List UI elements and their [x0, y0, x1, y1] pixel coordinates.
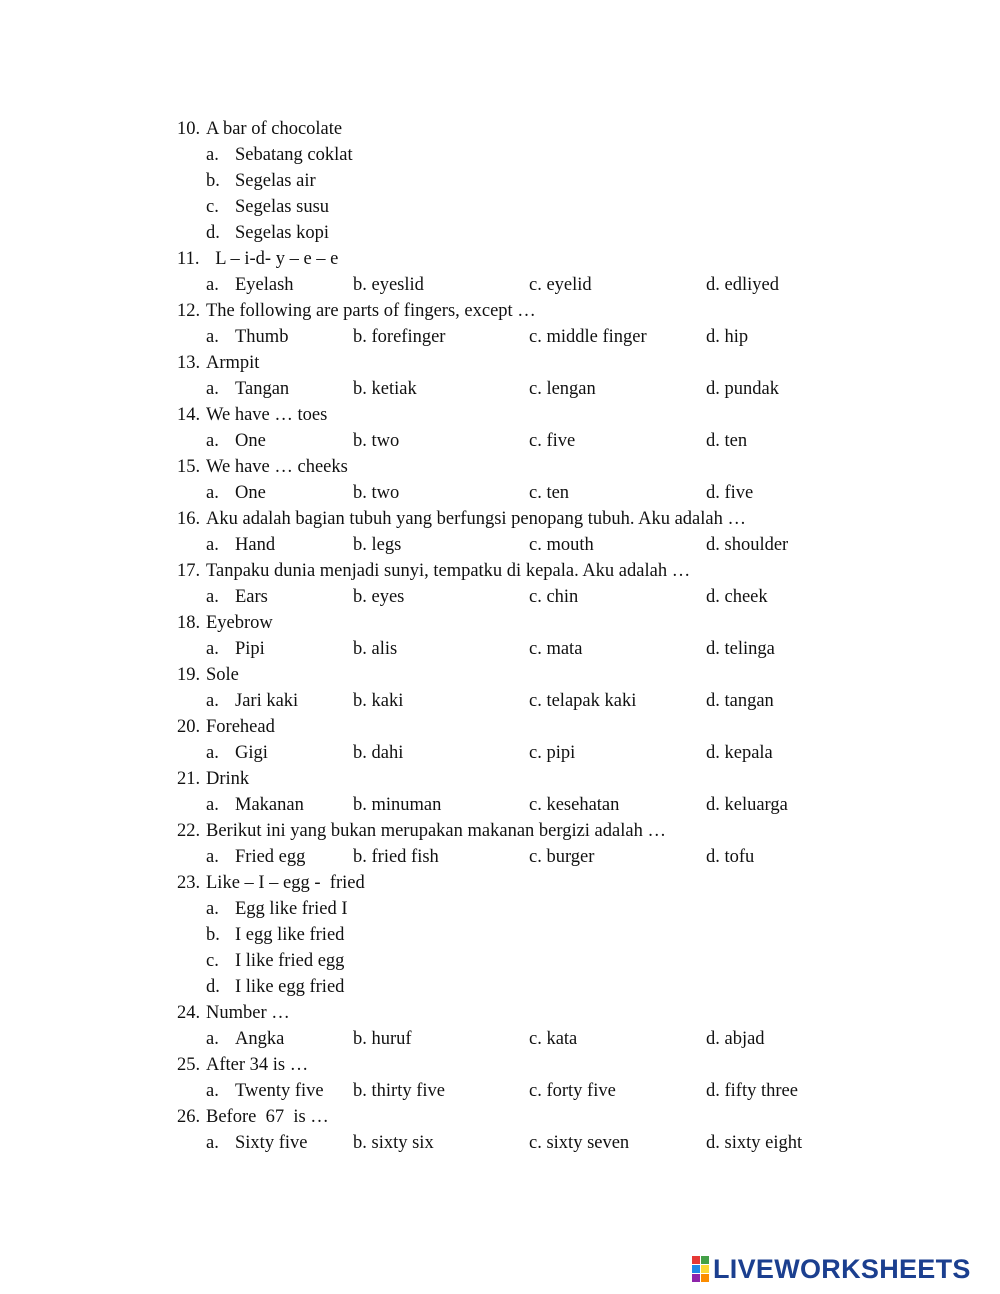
question-13: [0, 350, 1000, 376]
option-letter: a.: [206, 535, 219, 555]
option-a: One: [235, 431, 266, 451]
question-11: [0, 246, 1000, 272]
option-letter: a.: [206, 379, 219, 399]
question-number: 11.: [177, 249, 200, 269]
question-23: [0, 870, 1000, 896]
option-d: d. tofu: [706, 847, 755, 867]
option-d: d. kepala: [706, 743, 773, 763]
option-b: b. ketiak: [353, 379, 417, 399]
question-number: 21.: [177, 769, 201, 789]
option-text: Egg like fried I: [235, 899, 348, 919]
options-row: [0, 1078, 1000, 1104]
option-row: [0, 974, 1000, 1000]
option-text: I like egg fried: [235, 977, 345, 997]
option-b: b. fried fish: [353, 847, 439, 867]
logo-square: [701, 1256, 709, 1264]
question-text: Eyebrow: [206, 613, 273, 633]
option-a: Fried egg: [235, 847, 306, 867]
logo-square: [692, 1265, 700, 1273]
options-row: [0, 688, 1000, 714]
logo-square: [701, 1274, 709, 1282]
option-letter: a.: [206, 639, 219, 659]
option-letter: d.: [206, 223, 220, 243]
question-number: 19.: [177, 665, 201, 685]
option-b: b. thirty five: [353, 1081, 445, 1101]
option-c: c. chin: [529, 587, 579, 607]
question-number: 12.: [177, 301, 201, 321]
question-text: Tanpaku dunia menjadi sunyi, tempatku di kepala. Aku adalah …: [206, 561, 691, 581]
question-22: [0, 818, 1000, 844]
option-letter: a.: [206, 327, 219, 347]
question-text: Like – I – egg - fried: [206, 873, 365, 893]
option-b: b. sixty six: [353, 1133, 434, 1153]
question-number: 18.: [177, 613, 201, 633]
question-number: 20.: [177, 717, 201, 737]
question-text: Berikut ini yang bukan merupakan makanan bergizi adalah …: [206, 821, 666, 841]
option-text: Sebatang coklat: [235, 145, 353, 165]
option-text: I egg like fried: [235, 925, 345, 945]
option-b: b. two: [353, 483, 400, 503]
option-letter: a.: [206, 587, 219, 607]
option-a: Sixty five: [235, 1133, 308, 1153]
option-c: c. middle finger: [529, 327, 647, 347]
question-17: [0, 558, 1000, 584]
option-row: [0, 142, 1000, 168]
question-number: 14.: [177, 405, 201, 425]
option-a: Makanan: [235, 795, 304, 815]
question-number: 17.: [177, 561, 201, 581]
option-b: b. kaki: [353, 691, 404, 711]
option-d: d. hip: [706, 327, 749, 347]
option-b: b. huruf: [353, 1029, 412, 1049]
options-row: [0, 636, 1000, 662]
question-number: 10.: [177, 119, 201, 139]
question-text: We have … toes: [206, 405, 328, 425]
option-c: c. sixty seven: [529, 1133, 630, 1153]
option-row: [0, 168, 1000, 194]
question-number: 26.: [177, 1107, 201, 1127]
option-row: [0, 922, 1000, 948]
option-d: d. pundak: [706, 379, 779, 399]
option-c: c. eyelid: [529, 275, 592, 295]
question-text: Before 67 is …: [206, 1107, 329, 1127]
option-letter: a.: [206, 899, 219, 919]
question-14: [0, 402, 1000, 428]
option-b: b. legs: [353, 535, 402, 555]
option-letter: d.: [206, 977, 220, 997]
question-text: Drink: [206, 769, 250, 789]
option-letter: a.: [206, 691, 219, 711]
option-d: d. edliyed: [706, 275, 779, 295]
logo-square: [701, 1265, 709, 1273]
option-d: d. shoulder: [706, 535, 789, 555]
option-a: Angka: [235, 1029, 285, 1049]
option-text: Segelas susu: [235, 197, 330, 217]
option-row: [0, 948, 1000, 974]
question-text: The following are parts of fingers, except …: [206, 301, 536, 321]
question-18: [0, 610, 1000, 636]
question-26: [0, 1104, 1000, 1130]
option-a: Twenty five: [235, 1081, 324, 1101]
option-d: d. tangan: [706, 691, 774, 711]
option-letter: a.: [206, 743, 219, 763]
options-row: [0, 740, 1000, 766]
option-d: d. cheek: [706, 587, 768, 607]
option-a: Jari kaki: [235, 691, 299, 711]
option-d: d. abjad: [706, 1029, 765, 1049]
option-a: Eyelash: [235, 275, 294, 295]
option-letter: c.: [206, 197, 219, 217]
question-24: [0, 1000, 1000, 1026]
option-b: b. eyeslid: [353, 275, 424, 295]
options-row: [0, 428, 1000, 454]
question-text: Sole: [206, 665, 239, 685]
option-c: c. mouth: [529, 535, 594, 555]
question-12: [0, 298, 1000, 324]
option-c: c. telapak kaki: [529, 691, 637, 711]
question-number: 24.: [177, 1003, 201, 1023]
options-row: [0, 1026, 1000, 1052]
question-text: Number …: [206, 1003, 290, 1023]
option-letter: a.: [206, 275, 219, 295]
option-c: c. five: [529, 431, 576, 451]
options-row: [0, 532, 1000, 558]
options-row: [0, 272, 1000, 298]
options-row: [0, 844, 1000, 870]
option-a: Gigi: [235, 743, 268, 763]
question-number: 25.: [177, 1055, 201, 1075]
question-25: [0, 1052, 1000, 1078]
options-row: [0, 792, 1000, 818]
option-b: b. eyes: [353, 587, 405, 607]
option-row: [0, 896, 1000, 922]
option-d: d. telinga: [706, 639, 775, 659]
option-c: c. mata: [529, 639, 583, 659]
option-row: [0, 220, 1000, 246]
option-letter: a.: [206, 1029, 219, 1049]
option-letter: a.: [206, 145, 219, 165]
option-a: One: [235, 483, 266, 503]
option-b: b. forefinger: [353, 327, 446, 347]
option-d: d. fifty three: [706, 1081, 798, 1101]
option-text: Segelas air: [235, 171, 316, 191]
option-letter: a.: [206, 1081, 219, 1101]
logo-square: [692, 1256, 700, 1264]
option-a: Ears: [235, 587, 268, 607]
liveworksheets-logo: [692, 1254, 971, 1284]
option-letter: a.: [206, 1133, 219, 1153]
logo-text: LIVEWORKSHEETS: [713, 1253, 971, 1284]
options-row: [0, 324, 1000, 350]
option-letter: a.: [206, 795, 219, 815]
option-b: b. minuman: [353, 795, 442, 815]
question-number: 13.: [177, 353, 201, 373]
option-c: c. pipi: [529, 743, 576, 763]
logo-square: [692, 1274, 700, 1282]
question-number: 15.: [177, 457, 201, 477]
option-a: Hand: [235, 535, 276, 555]
option-d: d. five: [706, 483, 754, 503]
options-row: [0, 584, 1000, 610]
option-letter: a.: [206, 483, 219, 503]
question-text: A bar of chocolate: [206, 119, 343, 139]
question-text: Forehead: [206, 717, 275, 737]
question-text: Armpit: [206, 353, 260, 373]
option-letter: c.: [206, 951, 219, 971]
question-text: We have … cheeks: [206, 457, 348, 477]
option-b: b. two: [353, 431, 400, 451]
option-a: Tangan: [235, 379, 290, 399]
question-16: [0, 506, 1000, 532]
option-c: c. kata: [529, 1029, 578, 1049]
option-d: d. keluarga: [706, 795, 788, 815]
option-b: b. dahi: [353, 743, 404, 763]
option-c: c. lengan: [529, 379, 596, 399]
question-text: Aku adalah bagian tubuh yang berfungsi penopang tubuh. Aku adalah …: [206, 509, 746, 529]
option-letter: b.: [206, 171, 220, 191]
question-15: [0, 454, 1000, 480]
question-number: 23.: [177, 873, 201, 893]
question-20: [0, 714, 1000, 740]
question-21: [0, 766, 1000, 792]
option-a: Pipi: [235, 639, 265, 659]
options-row: [0, 376, 1000, 402]
option-c: c. forty five: [529, 1081, 616, 1101]
question-number: 22.: [177, 821, 201, 841]
option-d: d. ten: [706, 431, 748, 451]
option-letter: a.: [206, 847, 219, 867]
option-d: d. sixty eight: [706, 1133, 803, 1153]
question-number: 16.: [177, 509, 201, 529]
option-a: Thumb: [235, 327, 289, 347]
question-19: [0, 662, 1000, 688]
question-text: L – i-d- y – e – e: [206, 249, 339, 269]
option-text: Segelas kopi: [235, 223, 330, 243]
options-row: [0, 480, 1000, 506]
option-c: c. burger: [529, 847, 595, 867]
option-c: c. kesehatan: [529, 795, 620, 815]
option-text: I like fried egg: [235, 951, 345, 971]
option-row: [0, 194, 1000, 220]
option-letter: a.: [206, 431, 219, 451]
option-b: b. alis: [353, 639, 398, 659]
options-row: [0, 1130, 1000, 1156]
question-text: After 34 is …: [206, 1055, 309, 1075]
option-c: c. ten: [529, 483, 570, 503]
logo-icon: [692, 1256, 709, 1282]
option-letter: b.: [206, 925, 220, 945]
question-10: [0, 116, 1000, 142]
